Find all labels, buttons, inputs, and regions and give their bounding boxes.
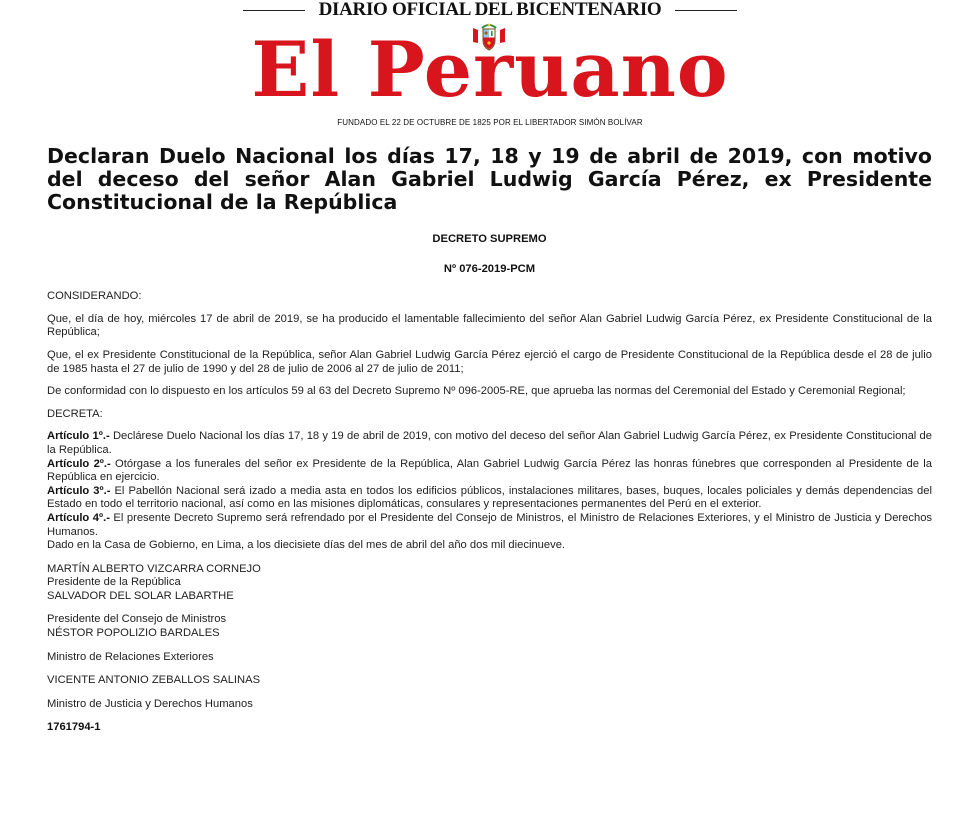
article-3 [47,485,932,512]
article-4 [47,512,932,539]
whereas-paragraph: Que, el día de hoy, miércoles 17 de abril de 2019, se ha producido el lamentable fallecimiento del señor Alan Gabriel Ludwig García Pérez, ex Presidente Constitucional de la República; [47,312,932,339]
minjus-title: Ministro de Justicia y Derechos Humanos [47,697,253,710]
rree-name: NÉSTOR POPOLIZIO BARDALES [47,627,220,640]
tagline-right-rule [675,10,737,11]
decree-headline: Declaran Duelo Nacional los días 17, 18 y 19 de abril de 2019, con motivo del deceso del señor Alan Gabriel Ludwig García Pérez, ex Presidente Constitucional de la República [47,144,932,214]
article-label: Artículo 1º.- [47,430,110,443]
article-1 [47,430,932,457]
registration-number: 1761794-1 [47,721,101,734]
whereas-paragraph: Que, el ex Presidente Constitucional de la República, señor Alan Gabriel Ludwig García Pérez ejerció el cargo de Presidente Constitucional de la República desde el 28 de julio de 1985 hasta el 27 de julio de 1990 y del 28 de julio de 2006 al 27 de julio de 2011; [47,348,932,375]
tagline-left-rule [243,10,305,11]
masthead-founded-line: FUNDADO EL 22 DE OCTUBRE DE 1825 POR EL LIBERTADOR SIMÓN BOLÍVAR [337,118,643,127]
decree-body [47,233,932,735]
whereas-paragraph: De conformidad con lo dispuesto en los artículos 59 al 63 del Decreto Supremo Nº 096-2005-RE, que aprueba las normas del Ceremonial del Estado y Ceremonial Regional; [47,385,906,398]
decree-type: DECRETO SUPREMO [432,233,547,245]
given-at-statement: Dado en la Casa de Gobierno, en Lima, a los diecisiete días del mes de abril del año dos mil diecinueve. [47,539,566,552]
president-name: MARTÍN ALBERTO VIZCARRA CORNEJO [47,562,261,575]
article-label: Artículo 4º.- [47,511,110,524]
article-text: Declárese Duelo Nacional los días 17, 18 y 19 de abril de 2019, con motivo del deceso del señor Alan Gabriel Ludwig García Pérez, ex Presidente Constitucional de la República. [47,430,932,456]
pcm-title: Presidente del Consejo de Ministros [47,613,227,626]
pcm-name: SALVADOR DEL SOLAR LABARTHE [47,589,234,602]
article-2 [47,458,932,485]
considering-label: CONSIDERANDO: [47,290,142,303]
minjus-name: VICENTE ANTONIO ZEBALLOS SALINAS [47,674,261,687]
decree-number: Nº 076-2019-PCM [443,262,536,275]
article-text: El Pabellón Nacional será izado a media asta en todos los edificios públicos, instalaciones militares, bases, buques, locales policiales y demás dependencias del Estado en todo el territorio nacional, así como en las misiones diplomáticas, consulares y representaciones permanentes del Perú en el exterior. [47,484,932,511]
tagline-row [0,0,980,20]
article-text: Otórgase a los funerales del señor ex Presidente de la República, Alan Gabriel Ludwig García Pérez las honras fúnebres que corresponden al Presidente de la República en ejercicio. [47,457,933,484]
article-label: Artículo 2º.- [47,457,111,470]
rree-title: Ministro de Relaciones Exteriores [47,650,214,663]
president-title: Presidente de la República [47,576,181,589]
article-label: Artículo 3º.- [47,484,111,497]
masthead [0,0,980,132]
newspaper-brand-logo: El Peruano [251,25,729,114]
article-text: El presente Decreto Supremo será refrendado por el Presidente del Consejo de Ministros, el Ministro de Relaciones Exteriores, y el Ministro de Justicia y Derechos Humanos. [47,511,933,538]
decrees-label: DECRETA: [47,407,103,420]
masthead-tagline: DIARIO OFICIAL DEL BICENTENARIO [318,0,662,20]
